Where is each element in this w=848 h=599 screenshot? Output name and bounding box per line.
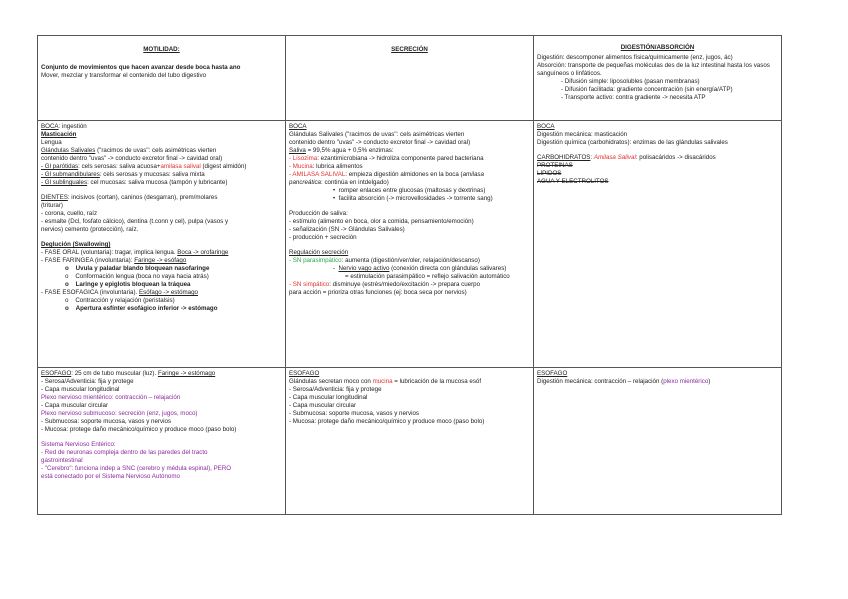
- note-text: [289, 155, 530, 163]
- note-text: contenido dentro "uvas" -> conducto excretor final -> cavidad oral): [289, 139, 471, 146]
- note-text: (digest almidón): [200, 163, 247, 170]
- note-text: = estimulación parasimpático = reflejo salivación automático: [345, 273, 510, 280]
- agua-electrolitos-label: AGUA Y ELECTROLITOS: [537, 178, 609, 185]
- motilidad-description: Mover, mezclar y transformar el contenido del tubo digestivo: [41, 72, 207, 79]
- esofago-label: ESÓFAGO: [41, 370, 72, 377]
- note-text: - "Cerebro": funciona indep a SNC (cerebro y médula espinal), PERO: [41, 465, 232, 472]
- note-text: - corona, cuello, raíz: [41, 210, 98, 217]
- note-text: contenido dentro "uvas" -> conducto excretor final -> cavidad oral): [41, 155, 223, 162]
- note-text: Digestión química (carbohidratos): enzimas de las glándulas salivales: [537, 139, 728, 146]
- absorcion-bullet: - Transporte activo: contra gradiente -> necesita ATP: [561, 94, 706, 101]
- note-text: [289, 147, 530, 155]
- note-text: : ezantimicrobiana -> hidroliza componente pared bacteriana: [317, 155, 484, 162]
- note-text: o Apertura esfínter esofágico inferior -> estómago: [65, 305, 218, 312]
- boca-label: BOCA: [41, 123, 59, 130]
- note-text: Apertura esfínter esofágico inferior -> estómago: [75, 305, 218, 312]
- secrecion-title: SECRECIÓN: [391, 46, 428, 53]
- digestion-definition: Digestión: descomponer alimentos física/químicamente (enz, jugos, ác): [537, 54, 733, 61]
- note-text: : polisacáridos -> disacáridos: [635, 154, 716, 161]
- note-text: : cel mucosas: saliva mucosa (tampón y lubricante): [87, 179, 228, 186]
- note-text: - Red de neuronas compleja dentro de las paredes del tracto: [41, 449, 208, 456]
- header-secrecion-cell: [286, 36, 534, 121]
- note-text: o Laringe y epiglotis bloquean la tráquea: [65, 281, 191, 288]
- note-text: : incisivos (cortan), caninos (desgarran), prem/molares: [67, 194, 218, 201]
- note-text: Glándulas Salivales ("racimos de uvas": cels asimétricas vierten: [289, 131, 465, 138]
- note-text: Difusión facilitada: gradiente concentración (sin energía/ATP): [564, 86, 733, 93]
- note-text: - FASE FARÍNGEA (involuntaria):: [41, 257, 135, 264]
- esofago-label: ESÓFAGO: [289, 370, 320, 377]
- note-text: [289, 257, 530, 265]
- note-text: gastrointestinal: [41, 457, 83, 464]
- note-text: - FASE ORAL (voluntaria): tragar, implica lengua.: [41, 249, 178, 256]
- header-row: [38, 36, 782, 121]
- esofago-row: [38, 368, 782, 515]
- note-text: : continúa en intdelgado): [321, 179, 389, 186]
- note-text: [537, 378, 778, 386]
- lisozima-term: - Lisozima: [289, 155, 318, 162]
- note-text: facilita absorción (-> microvellosidades -> torrente sang): [338, 195, 493, 202]
- note-text: [41, 163, 282, 171]
- header-motilidad-cell: [38, 36, 286, 121]
- amilasa-salival-term: Amilasa Salival: [593, 154, 636, 161]
- saliva-label: Saliva: [289, 147, 306, 154]
- esofago-motilidad-cell: [38, 368, 286, 515]
- note-text: : cels serosas: saliva acuosa+: [78, 163, 161, 170]
- boca-row: [38, 121, 782, 368]
- mucina-term: - Mucina: [289, 163, 313, 170]
- note-text: : empieza digestión almidones en la boca (: [345, 171, 463, 178]
- note-text: [41, 289, 282, 297]
- note-text: - Capa muscular circular: [41, 402, 109, 409]
- note-text: - Mucosa: protege daño mecánico/químico y produce moco (paso bolo): [289, 418, 485, 425]
- note-text: [41, 249, 282, 257]
- note-text: Úvula y paladar blando bloquean nasofaringe: [75, 265, 210, 272]
- note-text: [41, 171, 282, 179]
- note-text: : aumenta (digestión/ver/oler, relajación/descanso): [341, 257, 480, 264]
- note-text: Difusión simple: liposolubles (pasan membranas): [564, 78, 700, 85]
- note-text: Esófago -> estómago: [139, 289, 198, 296]
- note-text: • romper enlaces entre glucosas (maltosas y dextrinas): [333, 187, 486, 194]
- note-text: pancreática: [289, 179, 321, 186]
- note-text: [289, 378, 530, 386]
- absorcion-bullet: - Difusión facilitada: gradiente concentración (sin energía/ATP): [561, 86, 733, 93]
- note-text: - producción + secreción: [289, 234, 357, 241]
- amilasa-salival-term: amilasa salival: [160, 163, 201, 170]
- amilasa-salival-term: - AMILASA SALIVAL: [289, 171, 346, 178]
- note-text: [41, 147, 282, 155]
- note-text: : ingestión: [58, 123, 87, 130]
- note-text: : disminuye (estrés/miedo/excitación -> prepara cuerpo: [329, 281, 481, 288]
- note-text: Conformación lengua (boca no vaya hacia atrás): [75, 273, 209, 280]
- note-text: - Gl sublinguales: [41, 179, 88, 186]
- esofago-label: ESÓFAGO: [537, 370, 568, 377]
- note-text: [41, 123, 282, 131]
- note-text: romper enlaces entre glucosas (maltosas y dextrinas): [338, 187, 486, 194]
- note-text: Contracción y relajación (peristalsis): [75, 297, 175, 304]
- note-text: = 99,5% agua + 0,5% enzimas:: [305, 147, 394, 154]
- boca-secrecion-cell: [286, 121, 534, 368]
- esofago-digestion-cell: [534, 368, 782, 515]
- note-text: [289, 179, 530, 187]
- plexo-submucoso-note: Plexo nervioso submucoso: secreción (enz, jugos, moco): [41, 410, 198, 417]
- note-text: [289, 171, 530, 179]
- plexo-mienterico-term: plexo mientérico: [663, 378, 709, 385]
- plexo-mienterico-note: Plexo nervioso mientérico: contracción – relajación: [41, 394, 181, 401]
- note-text: [41, 194, 282, 202]
- note-text: Laringe y epiglotis bloquean la tráquea: [75, 281, 191, 288]
- note-text: está conectado por el Sistema Nervioso Autónomo: [41, 473, 180, 480]
- note-text: - esmalte (Dcl, fosfato cálcico), dentina (t.conn y cel), pulpa (vasos y: [41, 218, 229, 225]
- note-text: o Conformación lengua (boca no vaya hacia atrás): [65, 273, 209, 280]
- note-text: - Submucosa: soporte mucosa, vasos y nervios: [289, 410, 419, 417]
- boca-motilidad-cell: [38, 121, 286, 368]
- note-text: - Serosa/Adventicia: fija y protege: [289, 386, 382, 393]
- note-text: [537, 154, 778, 162]
- note-text: - FASE ESOFÁGICA (involuntaria).: [41, 289, 139, 296]
- note-text: ("racimos de uvas": cels asimétricas vierten: [95, 147, 217, 154]
- note-text: - Capa muscular circular: [289, 402, 357, 409]
- boca-label: BOCA: [537, 123, 555, 130]
- note-text: [41, 179, 282, 187]
- note-text: - Serosa/Adventicia: fija y protege: [41, 378, 134, 385]
- masticacion-heading: Masticación: [41, 131, 77, 138]
- note-text: o Contracción y relajación (peristalsis): [65, 297, 175, 304]
- note-text: : 25 cm de tubo muscular (luz).: [71, 370, 158, 377]
- note-text: - Mucosa: protege daño mecánico/químico y produce moco (paso bolo): [41, 426, 237, 433]
- dientes-label: DIENTES: [41, 194, 68, 201]
- note-text: Transporte activo: contra gradiente -> necesita ATP: [564, 94, 706, 101]
- note-text: para acción = prioriza otras funciones (ej: boca seca por nervios): [289, 289, 467, 296]
- note-text: - señalización (SN -> Glándulas Salivales): [289, 226, 405, 233]
- note-text: : cels serosas y mucosas: saliva mixta: [99, 171, 205, 178]
- note-text: Digestión mecánica: contracción – relajación (: [537, 378, 664, 385]
- note-text: amilasa: [462, 171, 484, 178]
- note-text: (triturar): [41, 202, 63, 209]
- digestion-title: DIGESTIÓN/ABSORCIÓN: [620, 44, 695, 51]
- note-text: [289, 281, 530, 289]
- absorcion-definition: Absorción: transporte de pequeñas moléculas des de la luz intestinal hasta los vasos sanguíneos o linfáticos.: [537, 62, 770, 77]
- note-text: - estímulo (alimento en boca, olor a comida, pensamiento/emoción): [289, 218, 474, 225]
- note-text: Lengua: [41, 139, 62, 146]
- note-text: - Nervio vago activo (conexión directa con glándulas salivares): [333, 265, 507, 272]
- note-text: Nervio vago activo: [338, 265, 390, 272]
- proteinas-label: PROTEÍNAS: [537, 162, 573, 169]
- note-text: Glándulas secretan moco con: [289, 378, 373, 385]
- note-text: - Gl submandibulares: [41, 171, 100, 178]
- sn-simpatico-term: - SN simpático: [289, 281, 330, 288]
- note-text: nervios) cemento (protección), raíz.: [41, 226, 139, 233]
- note-text: Digestión mecánica: masticación: [537, 131, 628, 138]
- absorcion-bullet: - Difusión simple: liposolubles (pasan membranas): [561, 78, 700, 85]
- header-digestion-cell: [534, 36, 782, 121]
- note-text: [289, 163, 530, 171]
- note-text: = lubricación de la mucosa esóf: [392, 378, 482, 385]
- mucina-term: mucina: [372, 378, 393, 385]
- carbohidratos-label: CARBOHIDRATOS: [537, 154, 591, 161]
- note-text: : lubrica alimentos: [312, 163, 363, 170]
- note-text: Boca -> orofaringe: [177, 249, 229, 256]
- note-text: (conexión directa con glándulas salivares): [389, 265, 507, 272]
- note-text: Faringe -> estómago: [157, 370, 216, 377]
- note-text: Faringe -> esófago: [134, 257, 187, 264]
- esofago-secrecion-cell: [286, 368, 534, 515]
- note-text: - Submucosa: soporte mucosa, vasos y nervios: [41, 418, 171, 425]
- note-text: :: [590, 154, 594, 161]
- motilidad-title: MOTILIDAD:: [143, 46, 180, 53]
- note-text: • facilita absorción (-> microvellosidades -> torrente sang): [333, 195, 493, 202]
- sn-parasimpatico-term: - SN parasimpático: [289, 257, 342, 264]
- digestive-notes-table: [37, 35, 782, 515]
- glandulas-salivales-label: Glándulas Salivales: [41, 147, 96, 154]
- note-text: ): [708, 378, 711, 385]
- regulacion-secrecion-heading: Regulación secreción: [289, 249, 349, 256]
- notes-page: [37, 35, 781, 515]
- note-text: o Úvula y paladar blando bloquean nasofaringe: [65, 265, 210, 272]
- motilidad-definition: Conjunto de movimientos que hacen avanzar desde boca hasta ano: [41, 64, 241, 71]
- boca-digestion-cell: [534, 121, 782, 368]
- sistema-nervioso-enterico-heading: Sistema Nervioso Entérico:: [41, 441, 116, 448]
- boca-label: BOCA: [289, 123, 307, 130]
- note-text: - Gl parótidas: [41, 163, 79, 170]
- note-text: [41, 257, 282, 265]
- deglucion-heading: Deglución (Swallowing): [41, 241, 111, 248]
- note-text: [41, 370, 282, 378]
- note-text: - Capa muscular longitudinal: [289, 394, 368, 401]
- lipidos-label: LÍPIDOS: [537, 170, 562, 177]
- produccion-saliva-heading: Producción de saliva:: [289, 210, 348, 217]
- note-text: - Capa muscular longitudinal: [41, 386, 120, 393]
